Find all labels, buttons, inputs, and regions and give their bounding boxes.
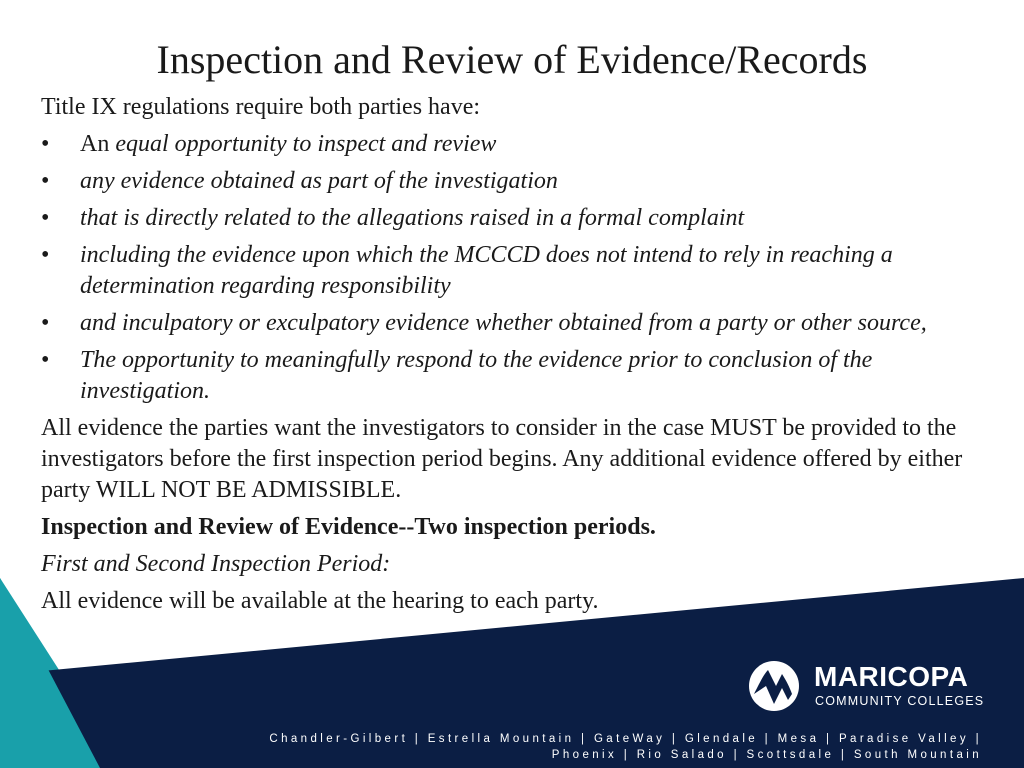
bullet-icon: •: [41, 347, 50, 373]
logo-subtitle: COMMUNITY COLLEGES: [815, 694, 985, 708]
list-item: [41, 308, 991, 339]
list-item: [41, 166, 991, 197]
list-item-italic: any evidence obtained as part of the investigation: [80, 168, 558, 194]
hearing-availability-paragraph: All evidence will be available at the hearing to each party.: [41, 588, 599, 614]
bullet-icon: •: [41, 131, 50, 157]
maricopa-mark-icon: [748, 660, 800, 712]
college-list: [182, 731, 982, 763]
slide-body: [41, 92, 991, 623]
list-item-italic: including the evidence upon which the MCCCD does not intend to rely in reaching a determination regarding responsibility: [80, 242, 893, 299]
college-list-line-1: Chandler-Gilbert | Estrella Mountain | GateWay | Glendale | Mesa | Paradise Valley |: [269, 733, 982, 745]
bullet-icon: •: [41, 168, 50, 194]
bullet-icon: •: [41, 310, 50, 336]
list-item: [41, 129, 991, 160]
list-item: [41, 345, 991, 407]
inspection-periods-heading: Inspection and Review of Evidence--Two inspection periods.: [41, 514, 656, 540]
logo-name: MARICOPA: [814, 661, 969, 692]
maricopa-logo: [748, 660, 988, 716]
requirements-list: [41, 129, 991, 407]
list-item-italic: equal opportunity to inspect and review: [115, 131, 497, 157]
list-item-italic: and inculpatory or exculpatory evidence whether obtained from a party or other source,: [80, 310, 927, 336]
list-item-italic: The opportunity to meaningfully respond to the evidence prior to conclusion of the investigation.: [80, 347, 873, 404]
bullet-icon: •: [41, 242, 50, 268]
bullet-icon: •: [41, 205, 50, 231]
list-item-plain: An: [80, 131, 116, 157]
college-list-line-2: Phoenix | Rio Salado | Scottsdale | South Mountain: [551, 749, 982, 761]
list-item: [41, 240, 991, 302]
list-item-italic: that is directly related to the allegations raised in a formal complaint: [80, 205, 745, 231]
evidence-deadline-paragraph: All evidence the parties want the investigators to consider in the case MUST be provided to the investigators before the first inspection period begins. Any additional evidence offered by either party WILL NOT BE ADMISSIBLE.: [41, 415, 963, 503]
slide-title: Inspection and Review of Evidence/Records: [156, 37, 868, 82]
list-item: [41, 203, 991, 234]
inspection-period-subheading: First and Second Inspection Period:: [41, 551, 391, 577]
intro-text: Title IX regulations require both parties have:: [41, 94, 481, 120]
